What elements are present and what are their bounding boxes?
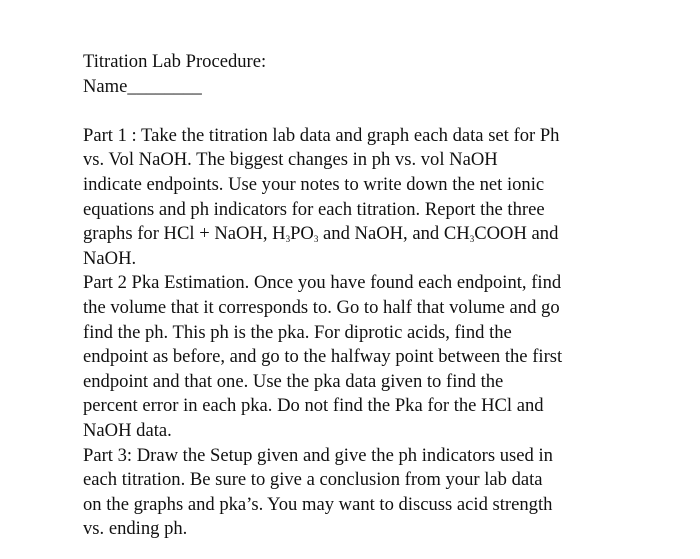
document-title: Titration Lab Procedure:: [83, 51, 267, 72]
part2-line-7: NaOH data.: [83, 419, 172, 441]
part2-line-4: endpoint as before, and go to the halfway point between the first: [83, 346, 563, 368]
part1-line-6: NaOH.: [83, 247, 137, 269]
part1-line-3: indicate endpoints. Use your notes to write down the net ionic: [83, 173, 545, 195]
part2-line-2: the volume that it corresponds to. Go to half that volume and go: [83, 296, 560, 318]
part3-line-4: vs. ending ph.: [83, 518, 188, 540]
graphs-text-a: graphs for HCl + NaOH, H: [83, 223, 286, 245]
part3-line-2: each titration. Be sure to give a conclusion from your lab data: [83, 469, 543, 491]
subscript-3: 3: [285, 234, 291, 245]
subscript-3: 3: [469, 234, 475, 245]
part2-line-6: percent error in each pka. Do not find the Pka for the HCl and: [83, 395, 544, 417]
part1-graphs-line: [83, 222, 643, 247]
part1-line-2: vs. Vol NaOH. The biggest changes in ph vs. vol NaOH: [83, 149, 498, 171]
graphs-text-d: COOH and: [474, 223, 559, 245]
document-page: [83, 50, 643, 542]
graphs-text-c: and NaOH, and CH: [318, 223, 470, 245]
subscript-3: 3: [313, 234, 319, 245]
part2-line-5: endpoint and that one. Use the pka data given to find the: [83, 370, 504, 392]
name-field-label: Name________: [83, 75, 202, 97]
part1-line-1: Part 1 : Take the titration lab data and graph each data set for Ph: [83, 124, 560, 146]
graphs-text-b: PO: [290, 223, 314, 245]
part3-line-3: on the graphs and pka’s. You may want to discuss acid strength: [83, 493, 553, 515]
part2-line-3: find the ph. This ph is the pka. For diprotic acids, find the: [83, 321, 512, 343]
part2-line-1: Part 2 Pka Estimation. Once you have found each endpoint, find: [83, 272, 562, 294]
paragraph-gap: [83, 99, 643, 124]
part3-line-1: Part 3: Draw the Setup given and give the ph indicators used in: [83, 444, 553, 466]
part1-line-4: equations and ph indicators for each titration. Report the three: [83, 198, 545, 220]
